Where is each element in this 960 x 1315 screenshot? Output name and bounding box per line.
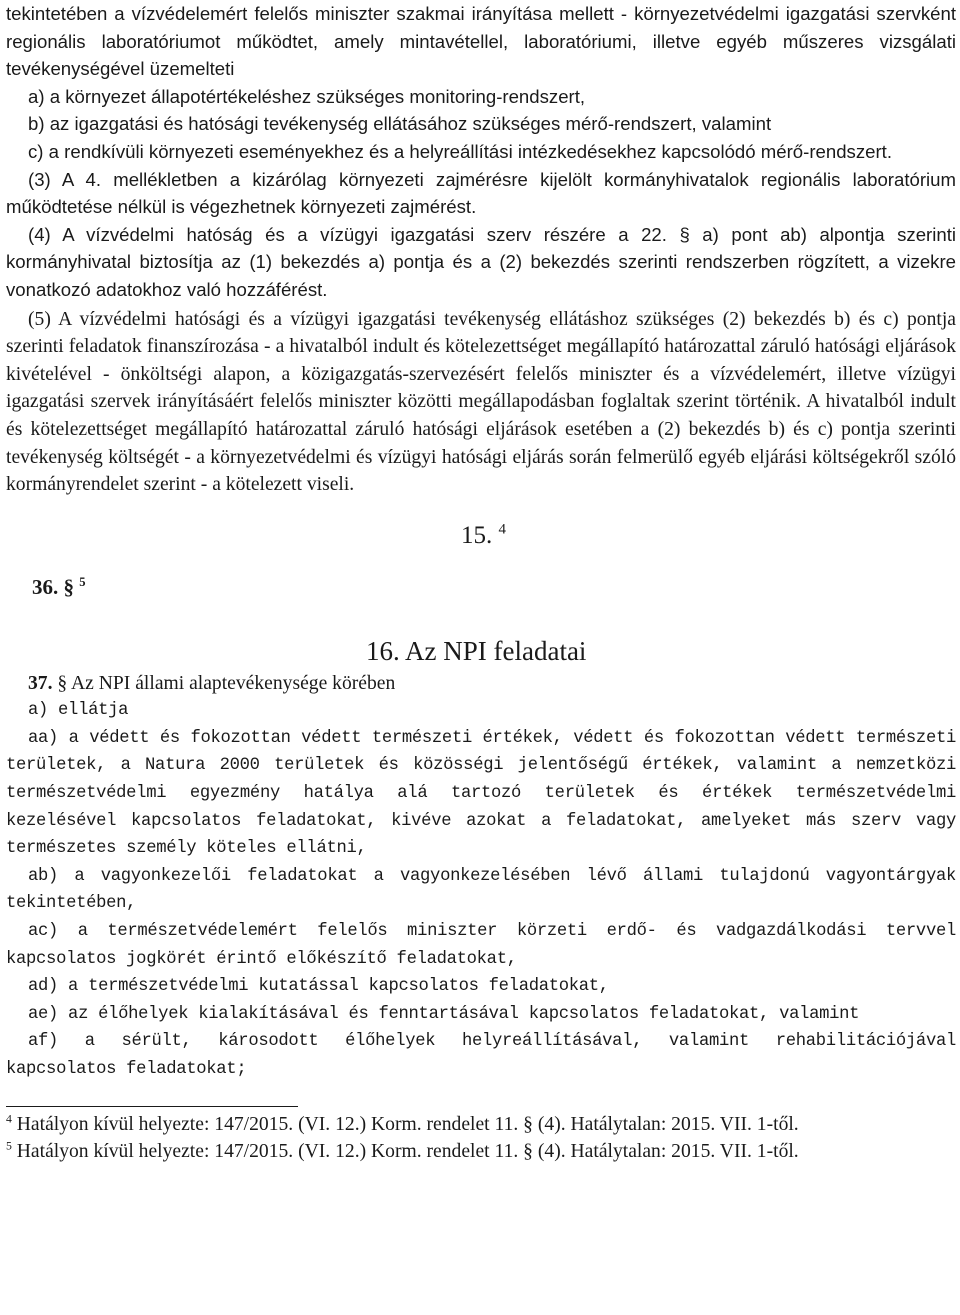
section-37-a-label: a) ellátja — [28, 701, 129, 721]
footnote-5: $^5$ Hatályon kívül helyezte: 147/2015. (VI. 12.) Korm. rendelet 11. § (4). Hatálytalan: 2015. VII. 1-től. — [6, 1139, 799, 1163]
intro-paragraph: tekintetében a vízvédelemért felelős miniszter szakmai irányítása mellett - környezetvédelmi igazgatási szervként regionális laboratóriumot működtet, amely mintavétellel, laboratóriumi, illetve egyéb műszeres vizsgálati tevékenységével üzemelteti — [6, 3, 956, 80]
paragraph-3: (3) A 4. mellékletben a kizárólag környezeti zajmérésre kijelölt kormányhivatalok regionális laboratórium működtetése nélkül is végezhetnek környezeti zajmérést. — [6, 168, 956, 218]
heading-16: 16. Az NPI feladatai — [366, 635, 587, 666]
footnote-divider — [6, 1106, 298, 1107]
section-37-item-af: af) a sérült, károsodott élőhelyek helyreállításával, valamint rehabilitációjával kapcsolatos feladatokat; — [6, 1032, 956, 1079]
section-37-item-ab: ab) a vagyonkezelői feladatokat a vagyonkezelésében lévő állami tulajdonú vagyontárgyak tekintetében, — [6, 866, 956, 914]
section-37-item-ac: ac) a természetvédelemért felelős miniszter körzeti erdő- és vadgazdálkodási tervvel kapcsolatos jogkörét érintő előkészítő feladatokat, — [6, 922, 956, 969]
section-37-item-ad: ad) a természetvédelmi kutatással kapcsolatos feladatokat, — [28, 977, 609, 997]
footnote-ref-4[interactable]: 4 — [498, 521, 506, 538]
footnote-4: $^4$ Hatályon kívül helyezte: 147/2015. (VI. 12.) Korm. rendelet 11. § (4). Hatálytalan: 2015. VII. 1-től. — [6, 1112, 799, 1135]
heading-36: 36. § $^5$ — [32, 574, 86, 599]
heading-15: 15. $^4$ — [461, 521, 506, 549]
document-page — [6, 0, 956, 1168]
intro-item-a: a) a környezet állapotértékeléshez szükséges monitoring-rendszert, — [28, 85, 586, 107]
section-37-item-ae: ae) az élőhelyek kialakításával és fenntartásával kapcsolatos feladatokat, valamint — [28, 1004, 860, 1024]
paragraph-5: (5) A vízvédelmi hatósági és a vízügyi igazgatási tevékenység ellátáshoz szükséges (2) bekezdés b) és c) pontja szerinti feladatok finanszírozása - a hivatalból indult és kötelezettséget megállapító határozattal záruló hatósági eljárások kivételével - önköltségi alapon, a közigazgatás-szervezésért felelős miniszter és a vízvédelemért, illetve vízügyi igazgatási szervek irányításáért felelős miniszter közötti megállapodásban foglaltak szerint történik. A hivatalból indult és kötelezettséget megállapító határozattal záruló hatósági eljárások esetében a (2) bekezdés b) és c) pontja szerinti tevékenység költségét - a környezetvédelmi és vízügyi hatósági eljárás során felmerülő egyéb eljárási költségekről szóló kormányrendelet szerint - a kötelezett viseli. — [6, 308, 956, 496]
section-headings — [6, 499, 956, 664]
intro-item-c: c) a rendkívüli környezeti eseményekhez és a helyreállítási intézkedésekhez kapcsolódó mérő-rendszert. — [28, 140, 893, 162]
section-37-lead: 37. § Az NPI állami alaptevékenysége körében — [28, 672, 396, 694]
section-37-number: 37. — [28, 672, 53, 694]
paragraph-4: (4) A vízvédelmi hatóság és a vízügyi igazgatási szerv részére a 22. § a) pont ab) alpontja szerinti kormányhivatal biztosítja az (1) bekezdés a) pontja és a (2) bekezdés szerinti rendszerben rögzített, a vizekre vonatkozó adatokhoz való hozzáférést. — [6, 223, 956, 300]
footnote-ref-5[interactable]: 5 — [79, 574, 86, 589]
intro-item-b: b) az igazgatási és hatósági tevékenység ellátásához szükséges mérő-rendszert, valamint — [28, 113, 772, 135]
section-37-item-aa: aa) a védett és fokozottan védett természeti értékek, védett és fokozottan védett természeti területek, a Natura 2000 területek és közösségi jelentőségű értékek, valamint a nemzetközi természetvédelmi egyezmény hatálya alá tartozó területek és értékek természetvédelmi kezelésével kapcsolatos feladatokat, kivéve azokat a feladatokat, amelyeket más szerv vagy természetes személy köteles ellátni, — [6, 728, 956, 859]
